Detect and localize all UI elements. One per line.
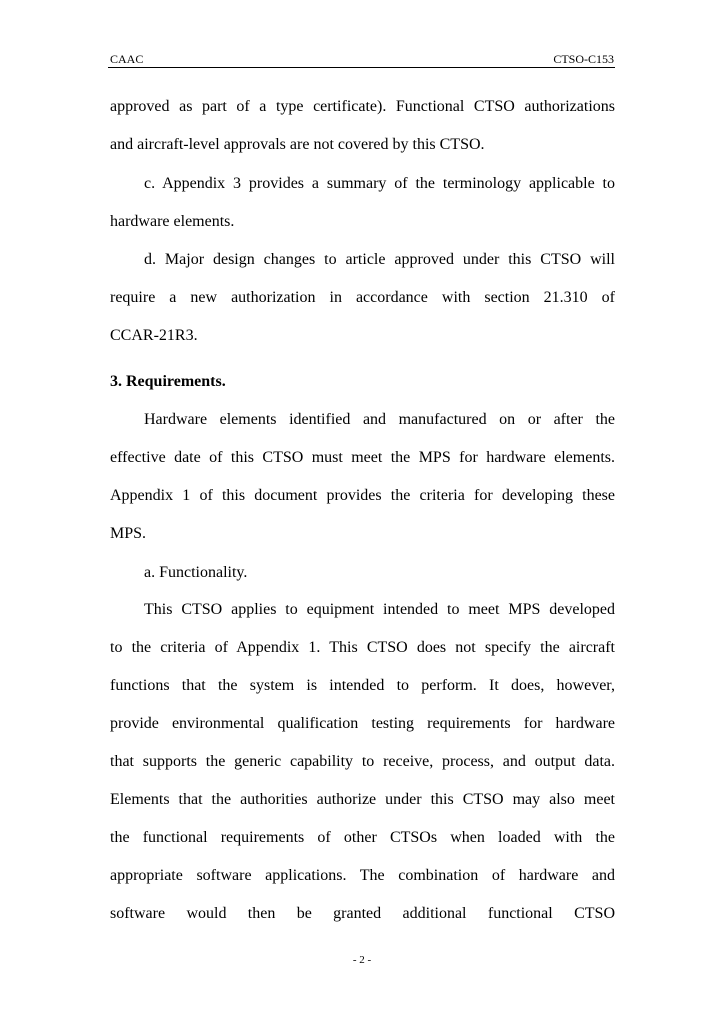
text-line: CCAR-21R3.: [110, 327, 198, 344]
text-line: the functional requirements of other CTSOs when loaded with the: [110, 829, 615, 846]
text-line: Hardware elements identified and manufactured on or after the: [144, 411, 615, 428]
header-right: CTSO-C153: [553, 52, 614, 66]
page-number: - 2 -: [352, 954, 372, 966]
text-line: provide environmental qualification testing requirements for hardware: [110, 715, 615, 732]
text-line: Elements that the authorities authorize under this CTSO may also meet: [110, 791, 615, 808]
text-line: to the criteria of Appendix 1. This CTSO does not specify the aircraft: [110, 639, 615, 656]
text-line: effective date of this CTSO must meet the MPS for hardware elements.: [110, 449, 615, 466]
page-header: [110, 52, 614, 66]
subsection-heading: a. Functionality.: [144, 564, 248, 581]
text-line: hardware elements.: [110, 213, 235, 230]
text-line: appropriate software applications. The combination of hardware and: [110, 867, 615, 884]
section-heading: 3. Requirements.: [110, 373, 226, 390]
text-line: require a new authorization in accordance with section 21.310 of: [110, 289, 615, 306]
header-left: CAAC: [110, 52, 144, 66]
text-line: and aircraft-level approvals are not covered by this CTSO.: [110, 136, 485, 153]
text-line: This CTSO applies to equipment intended to meet MPS developed: [144, 601, 615, 618]
text-line: c. Appendix 3 provides a summary of the terminology applicable to: [144, 175, 615, 192]
header-rule: [108, 67, 615, 68]
text-line: MPS.: [110, 525, 147, 542]
text-line: d. Major design changes to article approved under this CTSO will: [144, 251, 615, 268]
text-line: functions that the system is intended to perform. It does, however,: [110, 677, 615, 694]
text-line: that supports the generic capability to receive, process, and output data.: [110, 753, 615, 770]
text-line: approved as part of a type certificate). Functional CTSO authorizations: [110, 98, 615, 115]
text-line: software would then be granted additional functional CTSO: [110, 905, 615, 922]
text-line: Appendix 1 of this document provides the criteria for developing these: [110, 487, 615, 504]
